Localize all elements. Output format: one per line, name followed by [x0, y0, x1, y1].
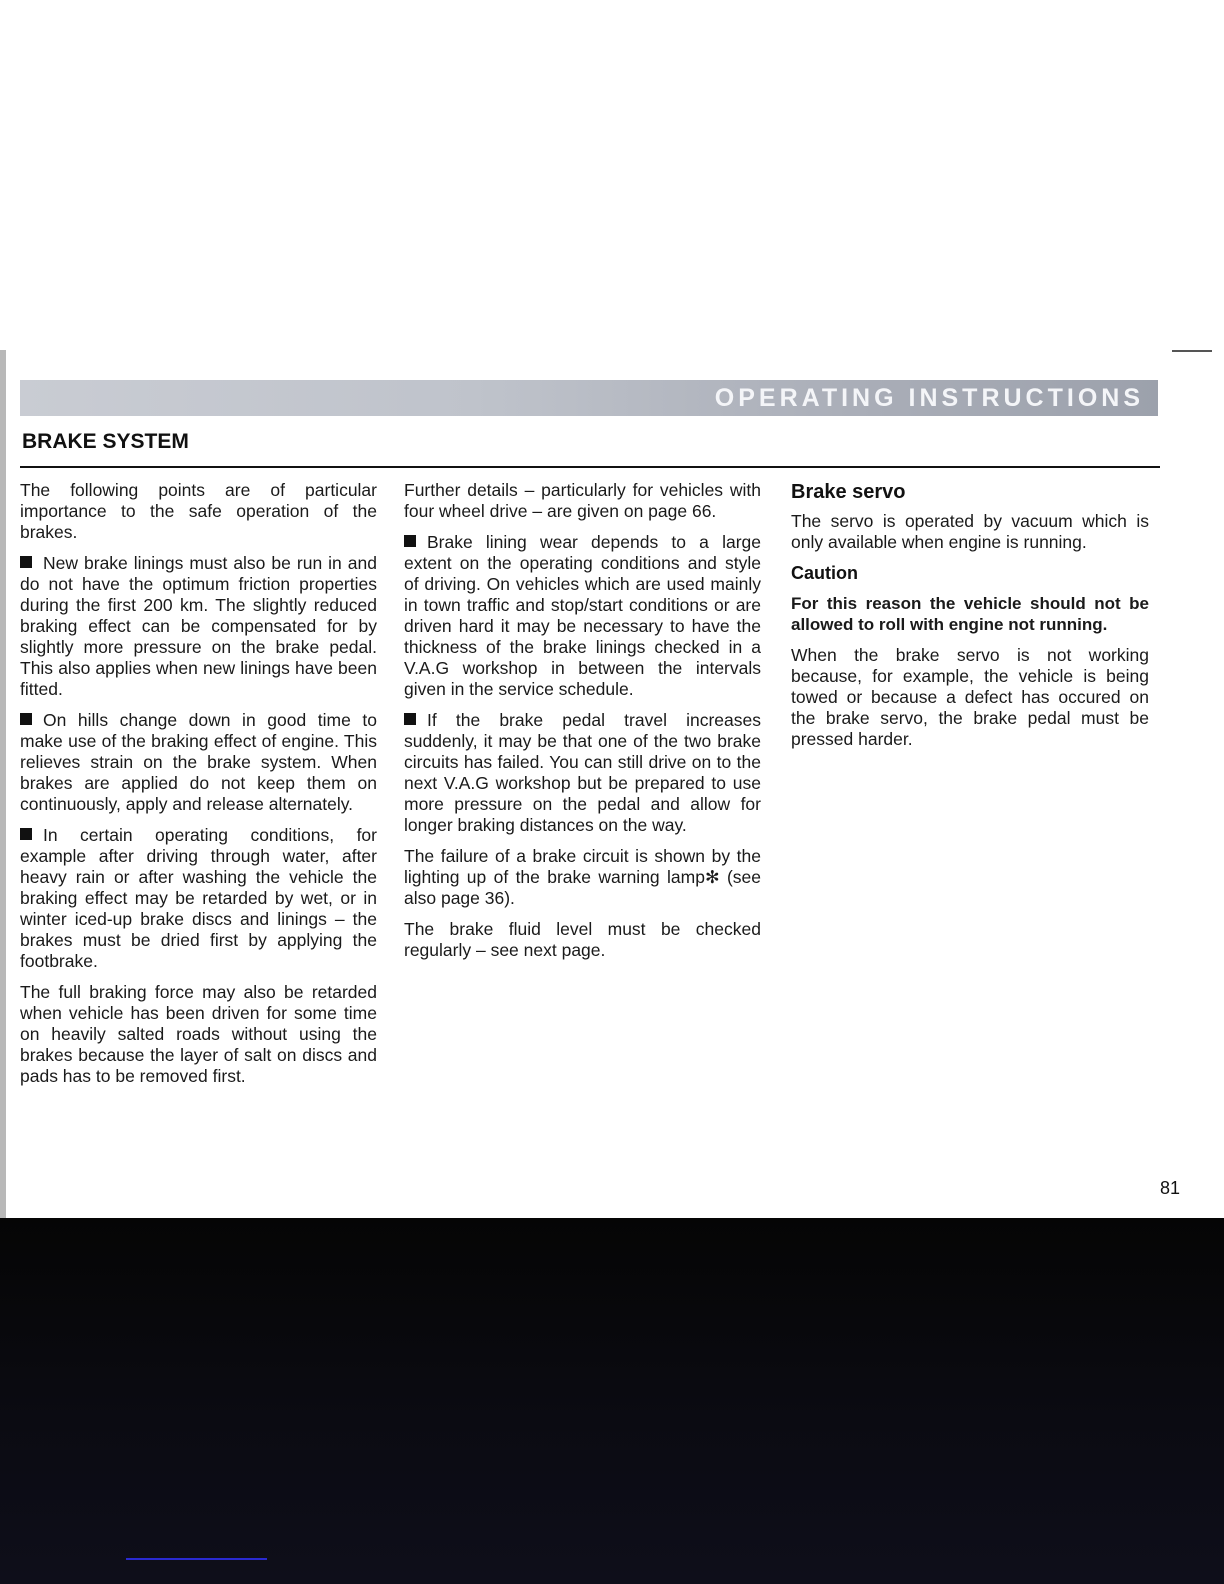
page-title: BRAKE SYSTEM [22, 430, 189, 453]
square-bullet-icon [20, 828, 32, 840]
page-number: 81 [1160, 1178, 1181, 1198]
section-header-band [20, 380, 1158, 416]
title-divider [20, 466, 1160, 468]
bullet-text: If the brake pedal travel increases suddenly, it may be that one of the two brake circuits has failed. You can still drive on to the next V.A.G workshop but be prepared to use more pressure on the pedal and allow for longer braking distances on the way. [404, 710, 761, 835]
bullet-item [20, 825, 377, 972]
section-label: OPERATING INSTRUCTIONS [714, 384, 1144, 412]
text-column-1 [20, 480, 377, 1097]
bullet-text: Brake lining wear depends to a large extent on the operating conditions and style of driving. On vehicles which are used mainly in town traffic and stop/start conditions or are driven hard it may be necessary to have the thickness of the brake linings checked in a V.A.G workshop in between the intervals given in the service schedule. [404, 532, 761, 699]
salt-paragraph: The full braking force may also be retarded when vehicle has been driven for some time on heavily salted roads without using the brakes because the layer of salt on discs and pads has to be removed first. [20, 982, 377, 1086]
bullet-text: On hills change down in good time to make use of the braking effect of engine. This relieves strain on the brake system. When brakes are applied do not keep them on continuously, apply and release alternately. [20, 710, 377, 814]
scan-left-edge [0, 350, 6, 1230]
failure-paragraph: The failure of a brake circuit is shown by the lighting up of the brake warning lamp✻ (see also page 36). [404, 846, 761, 908]
caution-text: For this reason the vehicle should not be allowed to roll with engine not running. [791, 594, 1149, 634]
details-paragraph: Further details – particularly for vehicles with four wheel drive – are given on page 66. [404, 480, 761, 521]
bullet-item [20, 553, 377, 700]
bullet-item [404, 710, 761, 836]
fluid-paragraph: The brake fluid level must be checked regularly – see next page. [404, 919, 761, 960]
servo-paragraph: The servo is operated by vacuum which is only available when engine is running. [791, 511, 1149, 552]
scan-background-bottom [0, 1218, 1224, 1584]
scan-artifact-line [126, 1558, 267, 1560]
square-bullet-icon [20, 556, 32, 568]
text-column-3 [791, 480, 1149, 760]
square-bullet-icon [404, 713, 416, 725]
square-bullet-icon [20, 713, 32, 725]
brake-servo-heading: Brake servo [791, 481, 906, 503]
bullet-text: In certain operating conditions, for example after driving through water, after heavy rain or after washing the vehicle the braking effect may be retarded by wet, or in winter iced-up brake discs and linings – the brakes must be dried first by applying the footbrake. [20, 825, 377, 971]
bullet-item [20, 710, 377, 815]
square-bullet-icon [404, 535, 416, 547]
caution-label: Caution [791, 563, 858, 583]
bullet-item [404, 532, 761, 700]
text-column-2 [404, 480, 761, 971]
bullet-text: New brake linings must also be run in and do not have the optimum friction properties during the first 200 km. The slightly reduced braking effect can be compensated for by slightly more pressure on the brake pedal. This also applies when new linings have been fitted. [20, 553, 377, 699]
intro-paragraph: The following points are of particular importance to the safe operation of the brakes. [20, 480, 377, 542]
scan-right-mark [1172, 350, 1212, 352]
servo-not-working-paragraph: When the brake servo is not working because, for example, the vehicle is being towed or because a defect has occured on the brake servo, the brake pedal must be pressed harder. [791, 645, 1149, 749]
